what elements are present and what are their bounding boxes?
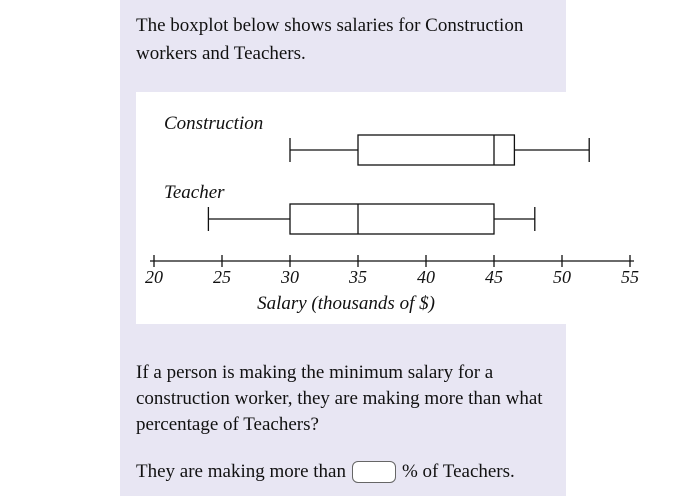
x-axis-label: Salary (thousands of $)	[257, 293, 435, 314]
x-tick-label-45: 45	[485, 267, 503, 287]
x-tick-label-20: 20	[145, 267, 163, 287]
x-tick-label-35: 35	[349, 267, 367, 287]
construction-label: Construction	[164, 113, 264, 134]
teacher-box	[290, 204, 494, 234]
boxplot-figure	[136, 92, 648, 324]
question-text: If a person is making the minimum salary for a construction worker, they are making more than what percentage of Teachers?	[136, 362, 543, 435]
intro-text: The boxplot below shows salaries for Construction workers and Teachers.	[136, 15, 524, 64]
boxplot-chart	[136, 92, 648, 324]
teacher-label: Teacher	[164, 182, 225, 203]
construction-box	[358, 135, 514, 165]
x-tick-label-55: 55	[621, 267, 639, 287]
x-tick-label-30: 30	[281, 267, 299, 287]
x-tick-label-50: 50	[553, 267, 571, 287]
answer-input[interactable]	[352, 461, 396, 483]
x-tick-label-25: 25	[213, 267, 231, 287]
answer-suffix: % of Teachers.	[401, 461, 515, 482]
x-tick-label-40: 40	[417, 267, 435, 287]
answer-line	[136, 458, 515, 486]
answer-prefix: They are making more than	[136, 461, 346, 482]
